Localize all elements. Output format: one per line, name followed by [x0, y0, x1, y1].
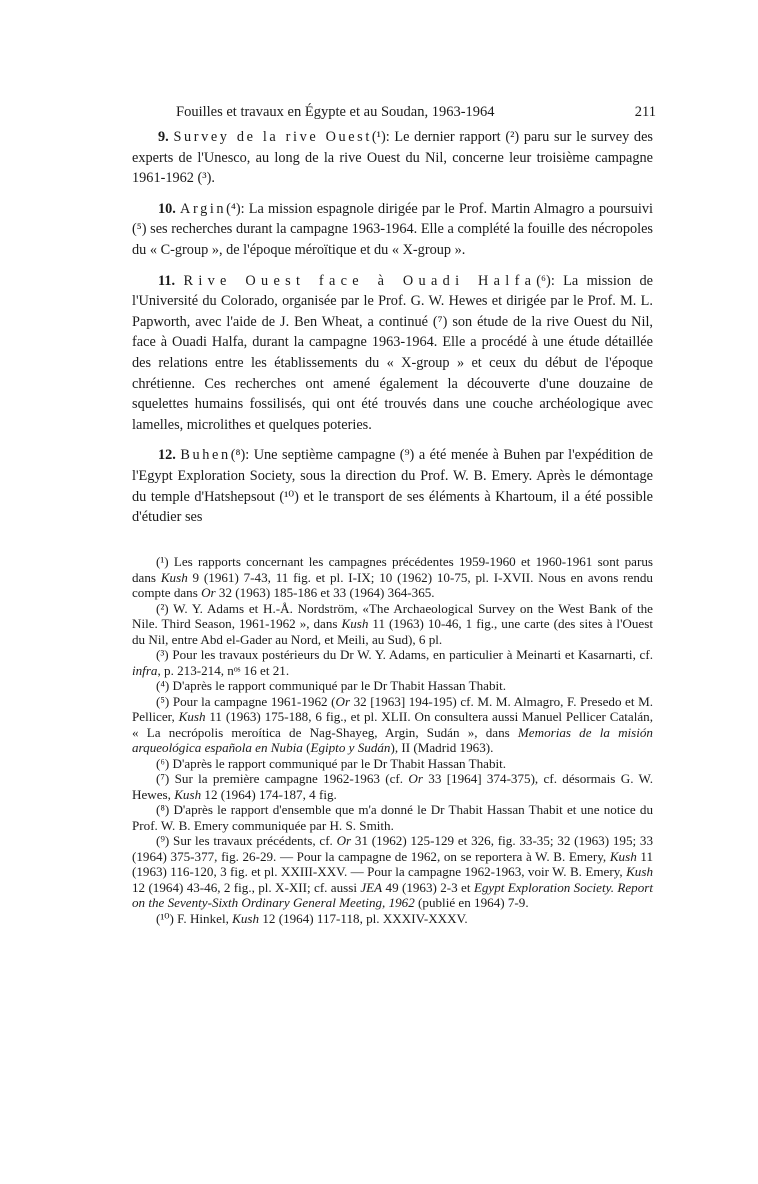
footnote-text: 31 (1962) 125-129 et 326, fig. 33-35; 32 (1963) 195; 33 (1964) 375-377, fig. 26-29. — Pour la campagne de 1962, on se reportera à W. B. Emery, — [132, 833, 653, 864]
note-ref: (⁸) — [230, 447, 246, 464]
section-number: 11. — [158, 272, 176, 289]
paragraph-9 — [132, 127, 653, 189]
footnote-3 — [132, 647, 653, 678]
footnote-text: 33 [1964] 374-375), cf. désormais G. W. Hewes, — [132, 771, 653, 802]
site-name: Rive Ouest face à Ouadi Halfa — [183, 272, 537, 289]
footnote-1 — [132, 554, 653, 601]
journal-title: Or — [336, 833, 352, 848]
footnotes — [132, 554, 653, 926]
running-title: Fouilles et travaux en Égypte et au Soudan, 1963-1964 — [176, 104, 495, 120]
footnote-9 — [132, 833, 653, 911]
footnote-text: (⁵) Pour la campagne 1961-1962 ( — [156, 693, 336, 709]
footnote-6 — [132, 756, 653, 772]
footnote-text: 12 (1964) 117-118, pl. XXXIV-XXXV. — [259, 910, 468, 926]
site-name: Survey de la rive Ouest — [173, 129, 372, 145]
footnote-text: 49 (1963) 2-3 et — [382, 879, 474, 895]
section-number: 12. — [158, 447, 176, 464]
footnote-text: 12 (1964) 174-187, 4 fig. — [201, 786, 337, 802]
footnote-text: 9 (1961) 7-43, 11 fig. et pl. I-IX; 10 (1962) 10-75, pl. I-XVII. Nous en avons rendu compte dans — [132, 569, 653, 600]
footnote-text: ( — [302, 740, 311, 755]
footnote-text: (³) Pour les travaux postérieurs du Dr W. Y. Adams, en particulier à Meinarti et Kasarnarti, cf. — [156, 647, 653, 662]
journal-title: Or — [335, 693, 351, 709]
site-name: Argin — [180, 200, 227, 217]
footnote-text: 12 (1964) 43-46, 2 fig., pl. X-XII; cf. aussi — [132, 879, 361, 895]
paragraph-text: : Une septième campagne (⁹) a été menée à Buhen par l'expédition de l'Egypt Exploration Society, sous la direction du Prof. W. B. Emery. Après le démontage du temple d'Hatshepsout (¹⁰) et le transport de ses éléments à Khartoum, il a été possible d'étudier ses — [132, 447, 653, 526]
book-title: Egypt Exploration Society. Report on the Seventy-Sixth Ordinary General Meeting, 1962 — [132, 879, 653, 910]
footnote-4 — [132, 678, 653, 694]
paragraph-text: : Le dernier rapport (²) paru sur le survey des experts de l'Unesco, au long de la rive Ouest du Nil, concerne leur troisième campagne 1961-1962 (³). — [132, 129, 653, 187]
journal-title: Kush — [341, 616, 369, 631]
journal-title: Kush — [178, 709, 206, 724]
footnote-text: 11 (1963) 175-188, 6 fig., et pl. XLII. On consultera aussi Manuel Pellicer Catalán, « La necrópolis meroítica de Nag-Shayeg, Argin, Sudán », dans — [132, 709, 653, 740]
page-number: 211 — [634, 104, 656, 120]
paragraph-11 — [132, 271, 653, 436]
journal-title: Or — [201, 585, 216, 600]
footnote-text: 11 (1963) 10-46, 1 fig., une carte (des sites à l'Ouest du Nil, entre Abd el-Gader au Nord, et Meili, au Sud), 6 pl. — [132, 616, 653, 647]
footnote-text: (⁷) Sur la première campagne 1962-1963 (cf. — [156, 771, 409, 786]
footnote-text: (⁴) D'après le rapport communiqué par le Dr Thabit Hassan Thabit. — [156, 678, 507, 693]
footnote-text: (⁶) D'après le rapport communiqué par le Dr Thabit Hassan Thabit. — [156, 755, 507, 771]
footnote-text: 32 [1963] 194-195) cf. M. M. Almagro, F. Presedo et M. Pellicer, — [132, 693, 653, 724]
footnote-text: 11 (1963) 116-120, 3 fig. et pl. XXIII-XXV. — Pour la campagne 1962-1963, voir W. B. Emery, — [132, 848, 653, 879]
footnote-text: (⁹) Sur les travaux précédents, cf. — [156, 833, 337, 848]
footnote-text: , p. 213-214, nᵒˢ 16 et 21. — [157, 662, 290, 678]
note-ref: (⁴) — [226, 200, 241, 217]
footnote-text: (²) W. Y. Adams et H.-Å. Nordström, «The Archaeological Survey on the West Bank of the Nile. Third Season, 1961-1962 », dans — [132, 600, 653, 631]
footnote-2 — [132, 601, 653, 648]
book-title: Memorias de la misión arqueológica española en Nubia — [132, 724, 653, 755]
note-ref: (⁶) — [536, 272, 551, 289]
body-text — [132, 127, 653, 538]
cross-reference: infra — [132, 662, 158, 678]
footnote-text: 32 (1963) 185-186 et 33 (1964) 364-365. — [215, 585, 435, 600]
book-title: Egipto y Sudán — [310, 740, 391, 755]
footnote-8 — [132, 802, 653, 833]
paragraph-text: : La mission de l'Université du Colorado, organisée par le Prof. G. W. Hewes et dirigée par le Prof. M. L. Papworth, avec l'aide de J. Ben Wheat, a continué (⁷) son étude de la rive Ouest du Nil, face à Ouadi Halfa, durant la campagne 1963-1964. Elle a procédé à une étude détaillée des relations entre les établissements du « X-group » et ceux du début de l'époque chrétienne. Ces recherches ont amené également la découverte d'une douzaine de squelettes humains fossilisés, qui ont été trouvés dans une couche archéologique avec lamelles, microlithes et quelques poteries. — [132, 272, 653, 433]
journal-title: Kush — [174, 786, 202, 802]
site-name: Buhen — [180, 447, 231, 464]
section-number: 9. — [158, 129, 169, 145]
journal-title: Kush — [232, 910, 260, 926]
footnote-text: ), II (Madrid 1963). — [390, 740, 494, 755]
note-ref: (¹) — [371, 129, 386, 145]
footnote-text: (¹⁰) F. Hinkel, — [156, 910, 233, 926]
journal-title: Or — [408, 771, 423, 786]
footnote-text: (⁸) D'après le rapport d'ensemble que m'a donné le Dr Thabit Hassan Thabit et une notice du Prof. W. B. Emery communiquée par H. S. Smith. — [132, 802, 653, 833]
section-number: 10. — [158, 200, 176, 217]
footnote-text: (¹) Les rapports concernant les campagnes précédentes 1959-1960 et 1960-1961 sont parus dans — [132, 554, 653, 585]
paragraph-10 — [132, 199, 653, 261]
paragraph-text: : La mission espagnole dirigée par le Prof. Martin Almagro a poursuivi (⁵) ses recherches durant la campagne 1963-1964. Elle a complété la fouille des nécropoles du « C-group », de l'époque méroïtique et du « X-group ». — [132, 200, 653, 258]
footnote-5 — [132, 694, 653, 756]
running-header — [172, 101, 656, 123]
journal-title: Kush — [626, 864, 653, 879]
footnote-7 — [132, 771, 653, 802]
journal-title: Kush — [160, 569, 188, 585]
journal-title: Kush — [609, 848, 637, 864]
paragraph-12 — [132, 445, 653, 527]
footnote-text: (publié en 1964) 7-9. — [414, 895, 529, 910]
footnote-10 — [132, 911, 653, 927]
journal-title: JEA — [360, 879, 383, 895]
